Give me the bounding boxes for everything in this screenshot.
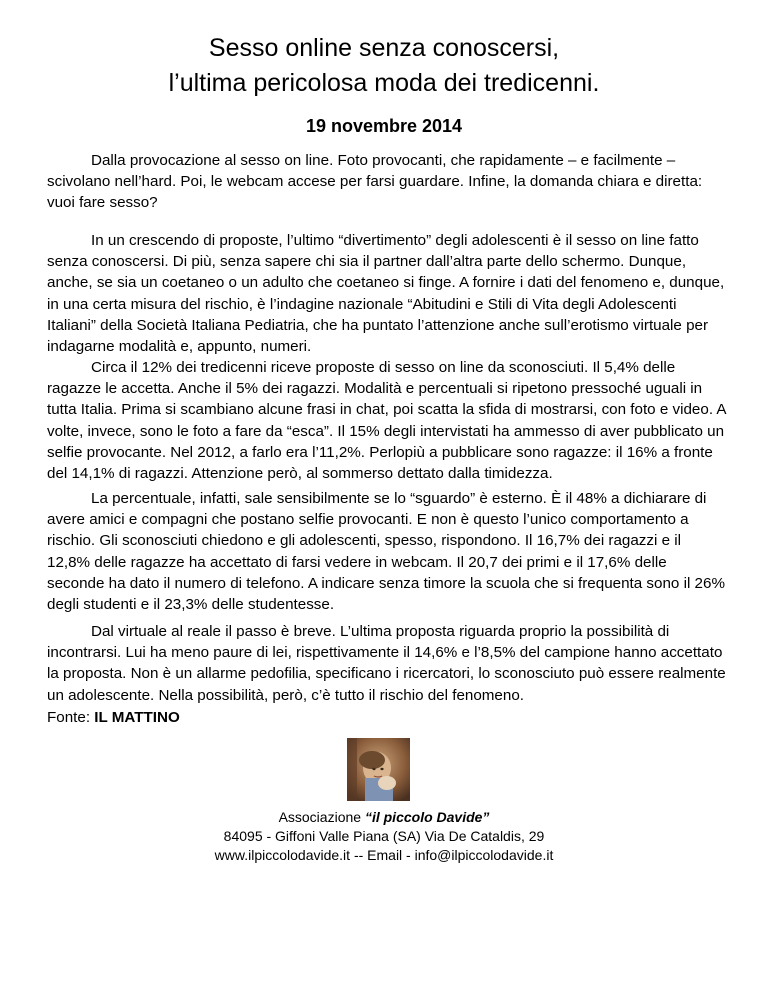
footer-assoc-name: “il piccolo Davide” (364, 809, 490, 825)
footer-assoc-label: Associazione (278, 809, 365, 825)
footer-association (0, 808, 768, 827)
title-line-2: l’ultima pericolosa moda dei tredicenni. (168, 69, 600, 97)
paragraph-text: La percentuale, infatti, sale sensibilmente se lo “sguardo” è esterno. È il 48% a dichiarare di avere amici e compagni che postano selfie provocanti. E non è questo l’unico comportamento a rischio. Gli sconosciuti chiedono e gli adolescenti, spesso, rispondono. Il 16,7% dei ragazzi e il 12,8% delle ragazze ha accettato di farsi vedere in webcam. Il 20,7 dei primi e il 17,6% delle seconde ha dato il numero di telefono. A indicare senza timore la scuola che si frequenta sono il 26% degli studenti e il 23,3% delle studentesse. (47, 490, 725, 614)
paragraph-1 (47, 150, 727, 214)
paragraph-3 (47, 357, 727, 484)
footer-address: 84095 - Giffoni Valle Piana (SA) Via De Cataldis, 29 (223, 828, 545, 844)
child-portrait-photo (347, 738, 410, 801)
paragraph-text: Dalla provocazione al sesso on line. Foto provocanti, che rapidamente – e facilmente – scivolano nell’hard. Poi, le webcam accese per farsi guardare. Infine, la domanda chiara e diretta: vuoi fare sesso? (47, 152, 703, 212)
paragraph-5 (47, 621, 727, 706)
title-line-1: Sesso online senza conoscersi, (208, 34, 560, 62)
paragraph-2 (47, 230, 727, 357)
photo-image (347, 738, 410, 801)
paragraph-4 (47, 488, 727, 615)
paragraph-text: Circa il 12% dei tredicenni riceve proposte di sesso on line da sconosciuti. Il 5,4% delle ragazze le accetta. Anche il 5% dei ragazzi. Modalità e percentuali si ripetono pressoché uguali in tutta Italia. Prima si scambiano alcune frasi in chat, poi scatta la sfida di mostrarsi, con foto e video. A volte, invece, sono le foto a fare da “esca”. Il 15% degli intervistati ha ammesso di aver pubblicato un selfie provocante. Nel 2012, a farlo era l’11,2%. Perlopiù a pubblicare sono ragazze: il 16% a fronte del 14,1% di ragazzi. Attenzione però, al sommerso dettato dalla timidezza. (47, 359, 726, 483)
source-label: Fonte: (47, 709, 95, 726)
source-name: IL MATTINO (94, 709, 180, 726)
article-date: 19 novembre 2014 (305, 116, 463, 136)
source-line (47, 707, 180, 728)
paragraph-text: In un crescendo di proposte, l’ultimo “divertimento” degli adolescenti è il sesso on line fatto senza conoscersi. Di più, senza sapere chi sia il partner dall’altra parte dello schermo. Dunque, anche, se sia un coetaneo o un adulto che coetaneo si finge. A fornire i dati del fenomeno e, dunque, in una certa misura del rischio, è l’indagine nazionale “Abitudini e Stili di Vita degli Adolescenti Italiani” della Società Italiana Pediatria, che ha puntato l’attenzione anche sull’erotismo virtuale per indagarne modalità e, appunto, numeri. (47, 232, 725, 356)
paragraph-text: Dal virtuale al reale il passo è breve. L’ultima proposta riguarda proprio la possibilità di incontrarsi. Lui ha meno paure di lei, rispettivamente il 14,6% e l’8,5% del campione hanno accettato la proposta. Non è un allarme pedofilia, specificano i ricercatori, lo sconosciuto può essere realmente un adolescente. Nella possibilità, però, c’è tutto il rischio del fenomeno. (47, 623, 726, 704)
footer-contact: www.ilpiccolodavide.it -- Email - info@ilpiccolodavide.it (214, 847, 554, 863)
